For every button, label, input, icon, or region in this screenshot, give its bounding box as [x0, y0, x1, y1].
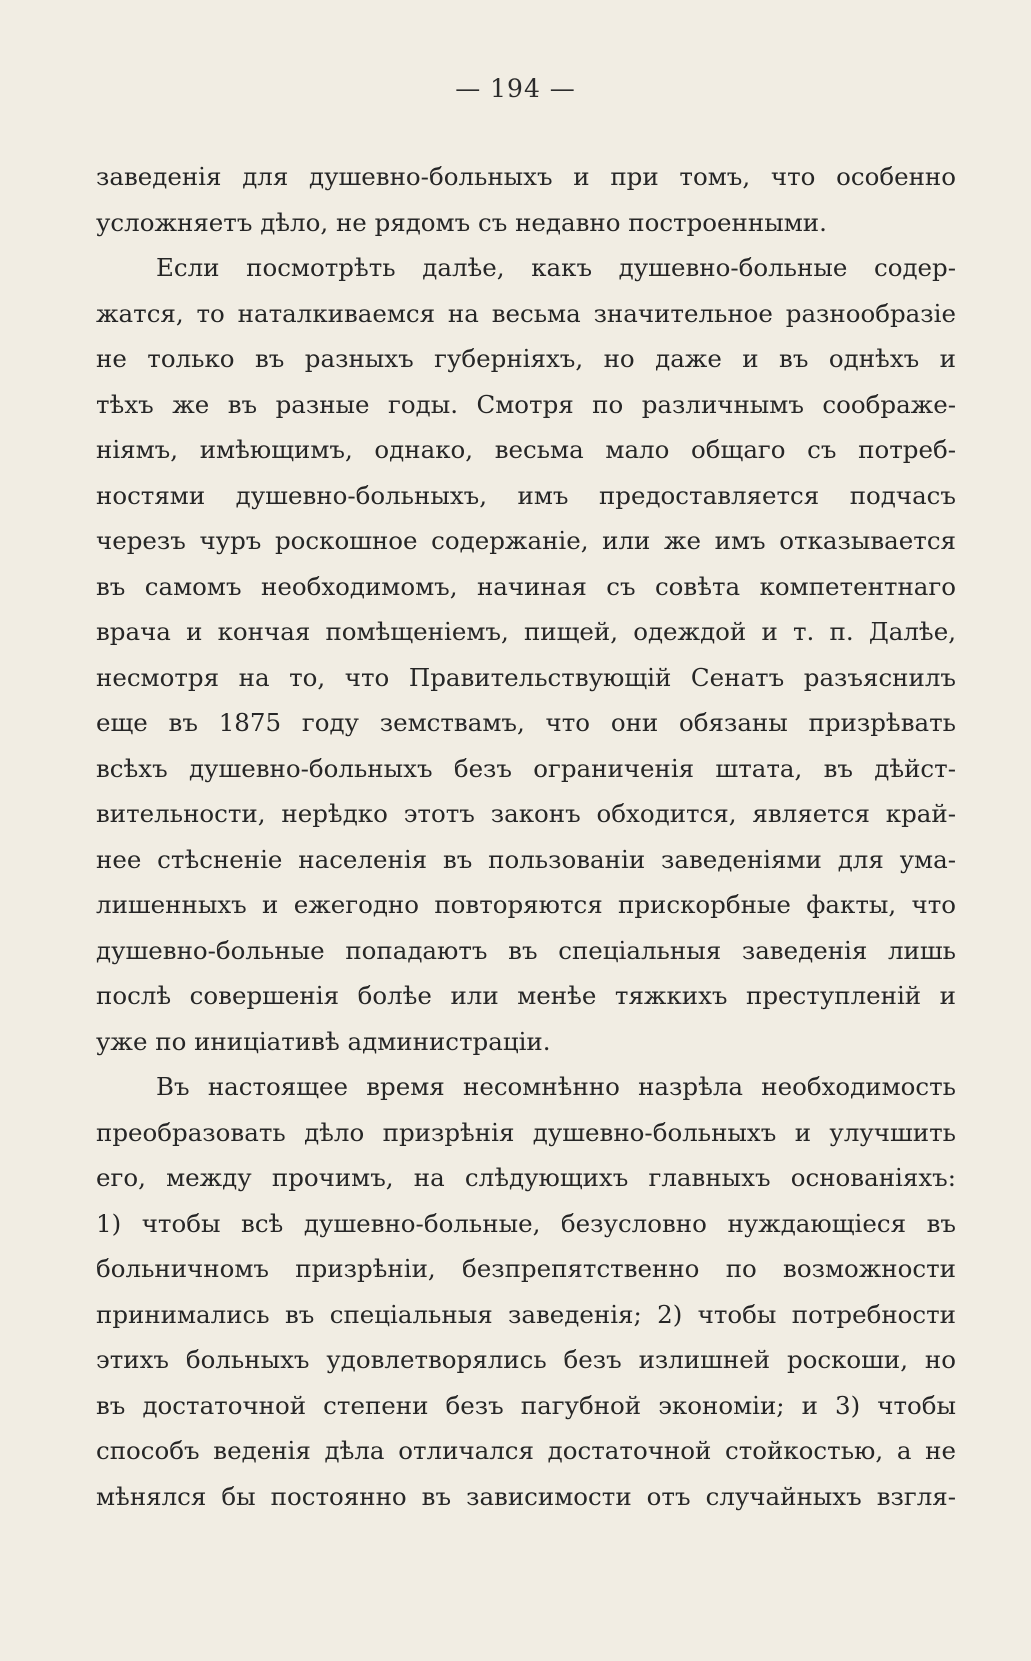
text-line: его, между прочимъ, на слѣдующихъ главныхъ основаніяхъ:: [96, 1163, 956, 1192]
text-line: ностями душевно-больныхъ, имъ предоставляется подчасъ: [96, 480, 956, 510]
text-line: нее стѣсненіе населенія въ пользованіи заведеніями для ума-: [96, 844, 956, 874]
text-line: тѣхъ же въ разные годы. Смотря по различнымъ соображе-: [96, 389, 956, 419]
text-line: въ достаточной степени безъ пагубной экономіи; и 3) чтобы: [96, 1390, 956, 1420]
text-line: еще въ 1875 году земствамъ, что они обязаны призрѣвать: [96, 708, 956, 737]
page-number: — 194 —: [455, 74, 576, 103]
text-line: вительности, нерѣдко этотъ законъ обходится, является край-: [96, 799, 956, 828]
text-line: всѣхъ душевно-больныхъ безъ ограниченія штата, въ дѣйст-: [96, 753, 956, 783]
text-line: способъ веденія дѣла отличался достаточной стойкостью, а не: [96, 1436, 956, 1465]
body-text: [96, 154, 956, 1519]
text-line: уже по иниціативѣ администраціи.: [96, 1026, 551, 1056]
text-line: преобразовать дѣло призрѣнія душевно-больныхъ и улучшить: [96, 1117, 956, 1147]
text-line: больничномъ призрѣніи, безпрепятственно по возможности: [96, 1254, 956, 1283]
text-line: жатся, то наталкиваемся на весьма значительное разнообразіе: [96, 298, 956, 328]
text-line: этихъ больныхъ удовлетворялись безъ излишней роскоши, но: [96, 1345, 956, 1374]
paragraph-first-line: Если посмотрѣть далѣе, какъ душевно-больные содер-: [156, 253, 956, 282]
text-line: несмотря на то, что Правительствующій Сенатъ разъяснилъ: [96, 662, 956, 692]
text-line: усложняетъ дѣло, не рядомъ съ недавно построенными.: [96, 207, 827, 237]
text-line: 1) чтобы всѣ душевно-больные, безусловно нуждающіеся въ: [96, 1208, 956, 1238]
text-line: черезъ чуръ роскошное содержаніе, или же имъ отказывается: [96, 526, 956, 555]
text-line: принимались въ спеціальныя заведенія; 2) чтобы потребности: [96, 1299, 956, 1329]
text-line: въ самомъ необходимомъ, начиная съ совѣта компетентнаго: [96, 571, 956, 601]
text-line: послѣ совершенія болѣе или менѣе тяжкихъ преступленій и: [96, 981, 956, 1010]
paragraph-first-line: Въ настоящее время несомнѣнно назрѣла необходимость: [156, 1072, 956, 1101]
text-line: врача и кончая помѣщеніемъ, пищей, одеждой и т. п. Далѣе,: [96, 617, 956, 646]
text-line: не только въ разныхъ губерніяхъ, но даже и въ однѣхъ и: [96, 344, 956, 373]
text-line: заведенія для душевно-больныхъ и при томъ, что особенно: [96, 162, 956, 191]
text-line: душевно-больные попадаютъ въ спеціальныя заведенія лишь: [96, 935, 956, 965]
text-line: ніямъ, имѣющимъ, однако, весьма мало общаго съ потреб-: [96, 435, 956, 464]
text-line: мѣнялся бы постоянно въ зависимости отъ случайныхъ взгля-: [96, 1481, 956, 1511]
text-line: лишенныхъ и ежегодно повторяются прискорбные факты, что: [96, 890, 956, 919]
